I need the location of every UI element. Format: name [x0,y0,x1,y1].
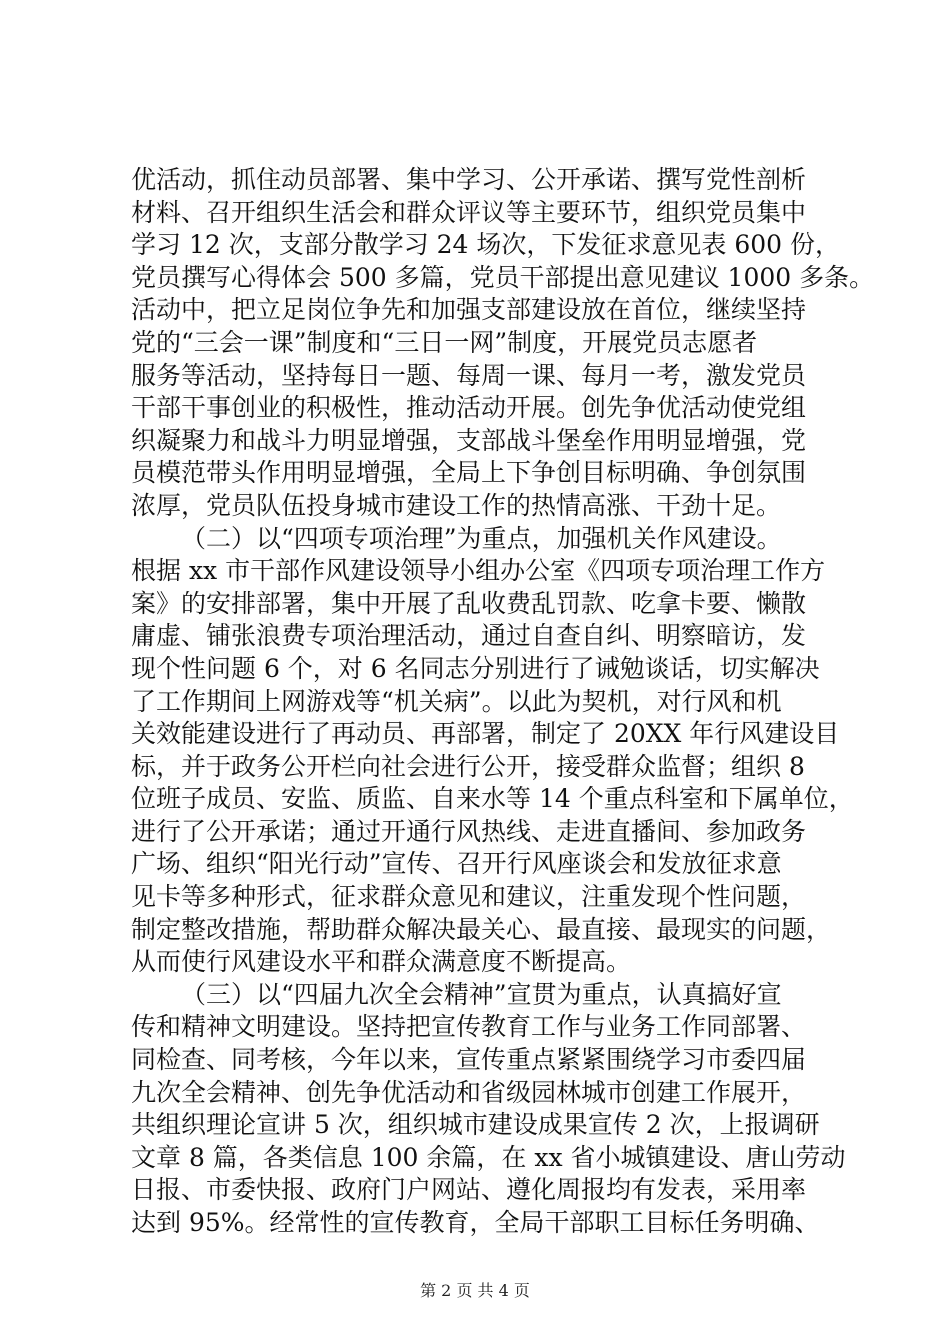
text-line: 进行了公开承诺；通过开通行风热线、走进直播间、参加政务 [131,816,807,846]
text-line: 达到 95%。经常性的宣传教育，全局干部职工目标任务明确、 [131,1208,820,1237]
text-line: 党的“三会一课”制度和“三日一网”制度，开展党员志愿者 [131,327,758,357]
text-line: 传和精神文明建设。坚持把宣传教育工作与业务工作同部署、 [131,1012,807,1042]
text-line: 材料、召开组织生活会和群众评议等主要环节，组织党员集中 [131,197,807,227]
text-line: 优活动，抓住动员部署、集中学习、公开承诺、撰写党性剖析 [131,165,807,194]
text-line: 制定整改措施，帮助群众解决最关心、最直接、最现实的问题， [131,914,832,944]
paragraph-start-line: （三）以“四届九次全会精神”宣贯为重点，认真搞好宣 [181,979,782,1009]
text-line: 干部干事创业的积极性，推动活动开展。创先争优活动使党组 [131,393,807,423]
text-line: 浓厚，党员队伍投身城市建设工作的热情高涨、干劲十足。 [131,490,782,520]
text-line: 党员撰写心得体会 500 多篇，党员干部提出意见建议 1000 多条。 [131,262,875,292]
text-line: 关效能建设进行了再动员、再部署，制定了 20XX 年行风建设目 [131,719,840,749]
text-line: 见卡等多种形式，征求群众意见和建议，注重发现个性问题， [131,882,807,912]
text-line: 九次全会精神、创先争优活动和省级园林城市创建工作展开， [131,1077,807,1107]
text-line: 同检查、同考核，今年以来，宣传重点紧紧围绕学习市委四届 [131,1045,807,1075]
text-line: 现个性问题 6 个，对 6 名同志分别进行了诫勉谈话，切实解决 [131,653,820,683]
text-line: 员模范带头作用明显增强，全局上下争创目标明确、争创氛围 [131,458,807,488]
page-footer: 第 2 页 共 4 页 [420,1281,530,1300]
text-line: 庸虚、铺张浪费专项治理活动，通过自查自纠、明察暗访，发 [131,621,807,651]
document-body [131,164,875,1240]
paragraph-start-line: （二）以“四项专项治理”为重点，加强机关作风建设。 [181,523,782,553]
text-line: 位班子成员、安监、质监、自来水等 14 个重点科室和下属单位， [131,784,854,814]
text-line: 了工作期间上网游戏等“机关病”。以此为契机，对行风和机 [131,686,782,716]
text-line: 织凝聚力和战斗力明显增强，支部战斗堡垒作用明显增强，党 [131,425,807,455]
text-line: 活动中，把立足岗位争先和加强支部建设放在首位，继续坚持 [131,295,807,325]
text-line: 日报、市委快报、政府门户网站、遵化周报均有发表，采用率 [131,1175,807,1205]
text-line: 共组织理论宣讲 5 次，组织城市建设成果宣传 2 次，上报调研 [131,1110,820,1140]
text-line: 广场、组织“阳光行动”宣传、召开行风座谈会和发放征求意 [131,849,782,879]
text-line: 从而使行风建设水平和群众满意度不断提高。 [131,947,632,977]
text-line: 服务等活动，坚持每日一题、每周一课、每月一考，激发党员 [131,360,807,390]
text-line: 学习 12 次，支部分散学习 24 场次，下发征求意见表 600 份， [131,230,841,260]
text-line: 案》的安排部署，集中开展了乱收费乱罚款、吃拿卡要、懒散 [131,588,807,618]
text-line: 根据 xx 市干部作风建设领导小组办公室《四项专项治理工作方 [131,556,826,586]
text-line: 文章 8 篇，各类信息 100 余篇，在 xx 省小城镇建设、唐山劳动 [131,1142,846,1172]
text-line: 标，并于政务公开栏向社会进行公开，接受群众监督；组织 8 [131,751,805,781]
